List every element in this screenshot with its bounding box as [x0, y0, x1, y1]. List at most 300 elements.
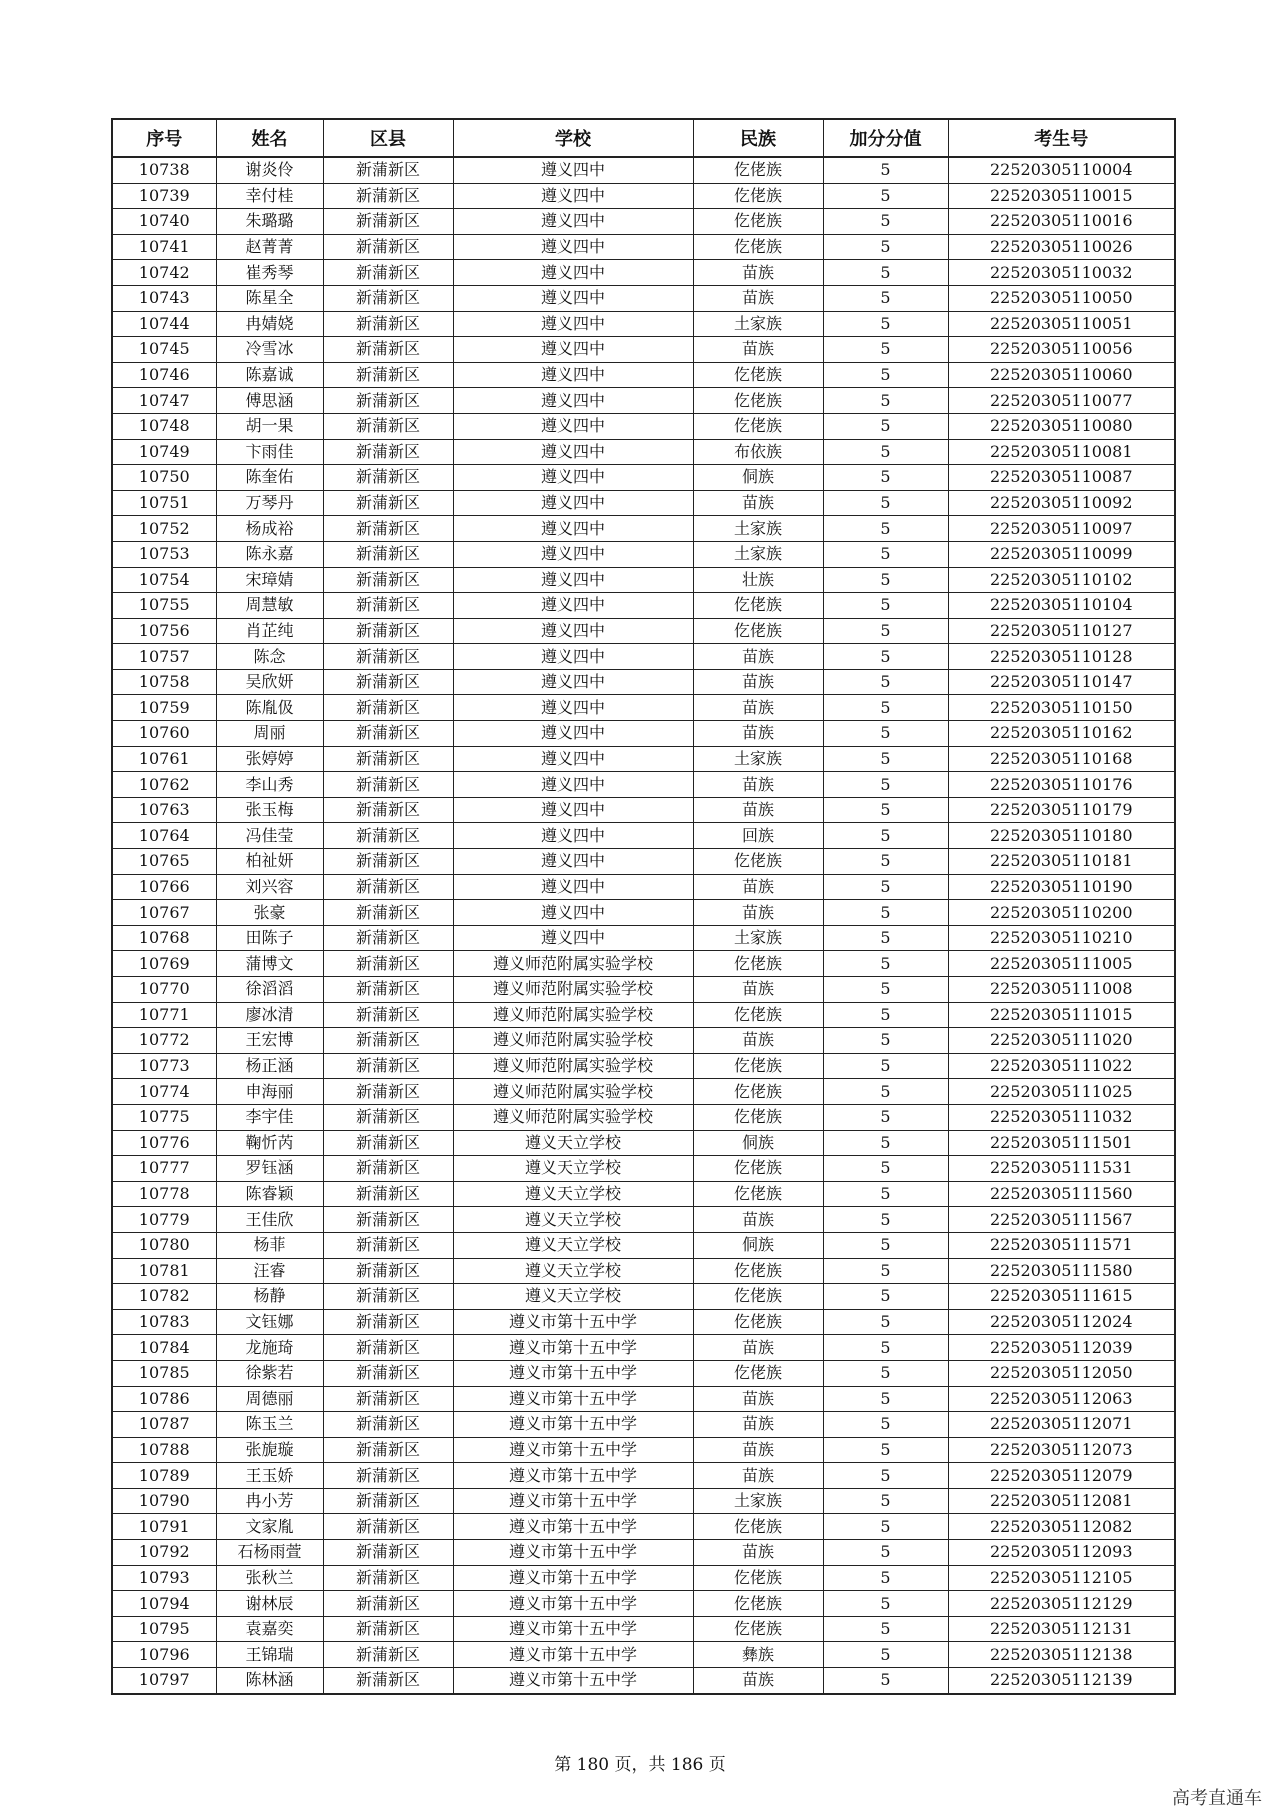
- cell-seq: 10795: [112, 1616, 216, 1642]
- cell-seq: 10752: [112, 516, 216, 542]
- cell-name: 张秋兰: [216, 1565, 323, 1591]
- cell-school: 遵义四中: [453, 593, 693, 619]
- cell-exam-id: 22520305112131: [948, 1616, 1175, 1642]
- table-row: [112, 1668, 1175, 1694]
- cell-seq: 10782: [112, 1284, 216, 1310]
- cell-bonus: 5: [823, 1514, 948, 1540]
- cell-bonus: 5: [823, 721, 948, 747]
- cell-exam-id: 22520305110099: [948, 541, 1175, 567]
- cell-ethnicity: 侗族: [693, 465, 823, 491]
- cell-exam-id: 22520305110015: [948, 183, 1175, 209]
- cell-name: 王玉娇: [216, 1463, 323, 1489]
- cell-school: 遵义师范附属实验学校: [453, 977, 693, 1003]
- cell-bonus: 5: [823, 157, 948, 183]
- cell-name: 田陈子: [216, 925, 323, 951]
- cell-seq: 10747: [112, 388, 216, 414]
- cell-school: 遵义四中: [453, 797, 693, 823]
- cell-school: 遵义四中: [453, 644, 693, 670]
- cell-ethnicity: 壮族: [693, 567, 823, 593]
- table-row: [112, 362, 1175, 388]
- cell-exam-id: 22520305110087: [948, 465, 1175, 491]
- cell-school: 遵义四中: [453, 721, 693, 747]
- cell-bonus: 5: [823, 1156, 948, 1182]
- cell-school: 遵义天立学校: [453, 1181, 693, 1207]
- cell-name: 陈玉兰: [216, 1412, 323, 1438]
- cell-exam-id: 22520305110147: [948, 669, 1175, 695]
- cell-school: 遵义四中: [453, 849, 693, 875]
- cell-seq: 10761: [112, 746, 216, 772]
- table-row: [112, 772, 1175, 798]
- cell-ethnicity: 苗族: [693, 1668, 823, 1694]
- cell-seq: 10740: [112, 209, 216, 235]
- cell-school: 遵义市第十五中学: [453, 1463, 693, 1489]
- cell-ethnicity: 仡佬族: [693, 388, 823, 414]
- cell-district: 新蒲新区: [323, 695, 453, 721]
- cell-district: 新蒲新区: [323, 1156, 453, 1182]
- cell-exam-id: 22520305112063: [948, 1386, 1175, 1412]
- cell-exam-id: 22520305112105: [948, 1565, 1175, 1591]
- cell-school: 遵义市第十五中学: [453, 1642, 693, 1668]
- cell-seq: 10744: [112, 311, 216, 337]
- cell-name: 周慧敏: [216, 593, 323, 619]
- cell-exam-id: 22520305112073: [948, 1437, 1175, 1463]
- cell-district: 新蒲新区: [323, 1565, 453, 1591]
- cell-ethnicity: 苗族: [693, 772, 823, 798]
- cell-school: 遵义四中: [453, 746, 693, 772]
- cell-bonus: 5: [823, 1028, 948, 1054]
- cell-exam-id: 22520305110056: [948, 337, 1175, 363]
- table-row: [112, 593, 1175, 619]
- cell-school: 遵义师范附属实验学校: [453, 951, 693, 977]
- cell-name: 吴欣妍: [216, 669, 323, 695]
- cell-name: 李宇佳: [216, 1104, 323, 1130]
- table-row: [112, 669, 1175, 695]
- cell-district: 新蒲新区: [323, 1181, 453, 1207]
- cell-name: 谢林辰: [216, 1591, 323, 1617]
- cell-seq: 10760: [112, 721, 216, 747]
- cell-district: 新蒲新区: [323, 1463, 453, 1489]
- cell-school: 遵义市第十五中学: [453, 1309, 693, 1335]
- table-row: [112, 183, 1175, 209]
- cell-bonus: 5: [823, 413, 948, 439]
- table-row: [112, 644, 1175, 670]
- cell-seq: 10780: [112, 1232, 216, 1258]
- cell-name: 冉婧娆: [216, 311, 323, 337]
- cell-ethnicity: 土家族: [693, 516, 823, 542]
- cell-district: 新蒲新区: [323, 1540, 453, 1566]
- cell-ethnicity: 仡佬族: [693, 951, 823, 977]
- cell-school: 遵义四中: [453, 516, 693, 542]
- cell-seq: 10757: [112, 644, 216, 670]
- cell-exam-id: 22520305111022: [948, 1053, 1175, 1079]
- cell-name: 崔秀琴: [216, 260, 323, 286]
- cell-bonus: 5: [823, 977, 948, 1003]
- cell-ethnicity: 苗族: [693, 1386, 823, 1412]
- cell-seq: 10778: [112, 1181, 216, 1207]
- cell-district: 新蒲新区: [323, 1002, 453, 1028]
- cell-ethnicity: 苗族: [693, 1463, 823, 1489]
- cell-ethnicity: 仡佬族: [693, 1156, 823, 1182]
- cell-school: 遵义市第十五中学: [453, 1386, 693, 1412]
- cell-school: 遵义市第十五中学: [453, 1360, 693, 1386]
- cell-name: 石杨雨萱: [216, 1540, 323, 1566]
- cell-name: 万琴丹: [216, 490, 323, 516]
- cell-district: 新蒲新区: [323, 1053, 453, 1079]
- cell-bonus: 5: [823, 183, 948, 209]
- col-header-ethnicity: 民族: [693, 119, 823, 157]
- cell-district: 新蒲新区: [323, 849, 453, 875]
- table-row: [112, 388, 1175, 414]
- cell-school: 遵义四中: [453, 567, 693, 593]
- cell-name: 陈星全: [216, 285, 323, 311]
- cell-ethnicity: 仡佬族: [693, 362, 823, 388]
- cell-district: 新蒲新区: [323, 541, 453, 567]
- roster-table: [111, 118, 1176, 1695]
- cell-name: 袁嘉奕: [216, 1616, 323, 1642]
- cell-ethnicity: 苗族: [693, 260, 823, 286]
- table-row: [112, 1488, 1175, 1514]
- cell-district: 新蒲新区: [323, 490, 453, 516]
- cell-seq: 10774: [112, 1079, 216, 1105]
- table-row: [112, 413, 1175, 439]
- cell-school: 遵义四中: [453, 669, 693, 695]
- cell-name: 蒲博文: [216, 951, 323, 977]
- cell-exam-id: 22520305112039: [948, 1335, 1175, 1361]
- cell-exam-id: 22520305110102: [948, 567, 1175, 593]
- cell-seq: 10789: [112, 1463, 216, 1489]
- cell-ethnicity: 苗族: [693, 797, 823, 823]
- table-row: [112, 1207, 1175, 1233]
- cell-ethnicity: 仡佬族: [693, 1181, 823, 1207]
- cell-name: 罗钰涵: [216, 1156, 323, 1182]
- cell-district: 新蒲新区: [323, 593, 453, 619]
- cell-exam-id: 22520305111005: [948, 951, 1175, 977]
- cell-school: 遵义师范附属实验学校: [453, 1053, 693, 1079]
- cell-bonus: 5: [823, 490, 948, 516]
- cell-district: 新蒲新区: [323, 746, 453, 772]
- cell-bonus: 5: [823, 1104, 948, 1130]
- header-row: [112, 119, 1175, 157]
- table-row: [112, 1181, 1175, 1207]
- table-row: [112, 1463, 1175, 1489]
- cell-name: 王宏博: [216, 1028, 323, 1054]
- cell-name: 廖冰清: [216, 1002, 323, 1028]
- table-row: [112, 1386, 1175, 1412]
- cell-name: 李山秀: [216, 772, 323, 798]
- cell-school: 遵义四中: [453, 234, 693, 260]
- table-row: [112, 1335, 1175, 1361]
- cell-school: 遵义四中: [453, 337, 693, 363]
- cell-district: 新蒲新区: [323, 209, 453, 235]
- cell-ethnicity: 仡佬族: [693, 157, 823, 183]
- cell-bonus: 5: [823, 516, 948, 542]
- cell-district: 新蒲新区: [323, 465, 453, 491]
- roster-body: [112, 157, 1175, 1694]
- cell-seq: 10796: [112, 1642, 216, 1668]
- cell-name: 张婷婷: [216, 746, 323, 772]
- cell-exam-id: 22520305111032: [948, 1104, 1175, 1130]
- cell-seq: 10784: [112, 1335, 216, 1361]
- cell-ethnicity: 仡佬族: [693, 1258, 823, 1284]
- cell-name: 汪睿: [216, 1258, 323, 1284]
- cell-exam-id: 22520305112024: [948, 1309, 1175, 1335]
- cell-ethnicity: 苗族: [693, 695, 823, 721]
- cell-bonus: 5: [823, 1565, 948, 1591]
- cell-ethnicity: 苗族: [693, 669, 823, 695]
- cell-school: 遵义四中: [453, 618, 693, 644]
- cell-ethnicity: 土家族: [693, 311, 823, 337]
- cell-ethnicity: 仡佬族: [693, 618, 823, 644]
- cell-name: 周德丽: [216, 1386, 323, 1412]
- cell-school: 遵义四中: [453, 823, 693, 849]
- cell-district: 新蒲新区: [323, 669, 453, 695]
- cell-school: 遵义四中: [453, 900, 693, 926]
- table-row: [112, 1028, 1175, 1054]
- cell-school: 遵义四中: [453, 695, 693, 721]
- cell-bonus: 5: [823, 823, 948, 849]
- cell-school: 遵义四中: [453, 490, 693, 516]
- cell-exam-id: 22520305110081: [948, 439, 1175, 465]
- cell-bonus: 5: [823, 1386, 948, 1412]
- cell-district: 新蒲新区: [323, 388, 453, 414]
- cell-district: 新蒲新区: [323, 1028, 453, 1054]
- cell-school: 遵义天立学校: [453, 1156, 693, 1182]
- table-row: [112, 618, 1175, 644]
- cell-district: 新蒲新区: [323, 925, 453, 951]
- cell-exam-id: 22520305111560: [948, 1181, 1175, 1207]
- table-row: [112, 285, 1175, 311]
- cell-seq: 10772: [112, 1028, 216, 1054]
- cell-seq: 10785: [112, 1360, 216, 1386]
- cell-school: 遵义天立学校: [453, 1232, 693, 1258]
- cell-seq: 10759: [112, 695, 216, 721]
- cell-ethnicity: 苗族: [693, 721, 823, 747]
- cell-ethnicity: 苗族: [693, 1028, 823, 1054]
- cell-bonus: 5: [823, 1284, 948, 1310]
- cell-school: 遵义市第十五中学: [453, 1488, 693, 1514]
- table-row: [112, 721, 1175, 747]
- cell-seq: 10739: [112, 183, 216, 209]
- cell-school: 遵义天立学校: [453, 1207, 693, 1233]
- cell-ethnicity: 苗族: [693, 337, 823, 363]
- cell-district: 新蒲新区: [323, 823, 453, 849]
- cell-exam-id: 22520305110060: [948, 362, 1175, 388]
- cell-seq: 10777: [112, 1156, 216, 1182]
- cell-ethnicity: 土家族: [693, 541, 823, 567]
- cell-name: 朱璐璐: [216, 209, 323, 235]
- cell-exam-id: 22520305112079: [948, 1463, 1175, 1489]
- cell-ethnicity: 土家族: [693, 925, 823, 951]
- cell-seq: 10770: [112, 977, 216, 1003]
- cell-name: 申海丽: [216, 1079, 323, 1105]
- cell-seq: 10769: [112, 951, 216, 977]
- cell-school: 遵义市第十五中学: [453, 1335, 693, 1361]
- cell-name: 陈奎佑: [216, 465, 323, 491]
- cell-district: 新蒲新区: [323, 1258, 453, 1284]
- cell-bonus: 5: [823, 1463, 948, 1489]
- cell-name: 谢炎伶: [216, 157, 323, 183]
- cell-district: 新蒲新区: [323, 1335, 453, 1361]
- table-row: [112, 516, 1175, 542]
- cell-seq: 10745: [112, 337, 216, 363]
- cell-exam-id: 22520305112129: [948, 1591, 1175, 1617]
- cell-name: 柏祉妍: [216, 849, 323, 875]
- cell-seq: 10743: [112, 285, 216, 311]
- cell-exam-id: 22520305110016: [948, 209, 1175, 235]
- cell-ethnicity: 仡佬族: [693, 849, 823, 875]
- watermark-text: 高考直通车: [1172, 1788, 1262, 1809]
- cell-name: 杨菲: [216, 1232, 323, 1258]
- table-row: [112, 1412, 1175, 1438]
- cell-exam-id: 22520305112093: [948, 1540, 1175, 1566]
- cell-bonus: 5: [823, 772, 948, 798]
- cell-exam-id: 22520305112071: [948, 1412, 1175, 1438]
- col-header-seq: 序号: [112, 119, 216, 157]
- cell-bonus: 5: [823, 1232, 948, 1258]
- table-row: [112, 1079, 1175, 1105]
- cell-school: 遵义四中: [453, 388, 693, 414]
- table-row: [112, 797, 1175, 823]
- cell-exam-id: 22520305110181: [948, 849, 1175, 875]
- cell-exam-id: 22520305110176: [948, 772, 1175, 798]
- cell-district: 新蒲新区: [323, 337, 453, 363]
- table-row: [112, 1360, 1175, 1386]
- cell-bonus: 5: [823, 1616, 948, 1642]
- table-row: [112, 900, 1175, 926]
- cell-name: 张豪: [216, 900, 323, 926]
- cell-ethnicity: 苗族: [693, 874, 823, 900]
- cell-ethnicity: 侗族: [693, 1232, 823, 1258]
- cell-district: 新蒲新区: [323, 439, 453, 465]
- cell-bonus: 5: [823, 465, 948, 491]
- col-header-district: 区县: [323, 119, 453, 157]
- table-row: [112, 465, 1175, 491]
- cell-name: 文钰娜: [216, 1309, 323, 1335]
- cell-bonus: 5: [823, 1540, 948, 1566]
- cell-exam-id: 22520305110162: [948, 721, 1175, 747]
- cell-name: 赵菁菁: [216, 234, 323, 260]
- cell-ethnicity: 苗族: [693, 1335, 823, 1361]
- cell-school: 遵义市第十五中学: [453, 1540, 693, 1566]
- table-row: [112, 695, 1175, 721]
- cell-school: 遵义师范附属实验学校: [453, 1104, 693, 1130]
- cell-exam-id: 22520305110210: [948, 925, 1175, 951]
- cell-school: 遵义师范附属实验学校: [453, 1079, 693, 1105]
- cell-name: 陈睿颖: [216, 1181, 323, 1207]
- table-row: [112, 1616, 1175, 1642]
- cell-seq: 10758: [112, 669, 216, 695]
- cell-bonus: 5: [823, 1335, 948, 1361]
- cell-school: 遵义天立学校: [453, 1130, 693, 1156]
- cell-school: 遵义市第十五中学: [453, 1668, 693, 1694]
- cell-district: 新蒲新区: [323, 721, 453, 747]
- cell-exam-id: 22520305110190: [948, 874, 1175, 900]
- cell-bonus: 5: [823, 1130, 948, 1156]
- cell-name: 傅思涵: [216, 388, 323, 414]
- cell-seq: 10771: [112, 1002, 216, 1028]
- cell-exam-id: 22520305110032: [948, 260, 1175, 286]
- cell-exam-id: 22520305111571: [948, 1232, 1175, 1258]
- cell-school: 遵义四中: [453, 183, 693, 209]
- cell-bonus: 5: [823, 1642, 948, 1668]
- cell-ethnicity: 仡佬族: [693, 1309, 823, 1335]
- cell-district: 新蒲新区: [323, 157, 453, 183]
- cell-name: 陈念: [216, 644, 323, 670]
- table-row: [112, 311, 1175, 337]
- cell-ethnicity: 苗族: [693, 977, 823, 1003]
- cell-school: 遵义市第十五中学: [453, 1412, 693, 1438]
- cell-seq: 10755: [112, 593, 216, 619]
- cell-district: 新蒲新区: [323, 260, 453, 286]
- table-row: [112, 1642, 1175, 1668]
- cell-bonus: 5: [823, 925, 948, 951]
- cell-exam-id: 22520305110200: [948, 900, 1175, 926]
- cell-district: 新蒲新区: [323, 1104, 453, 1130]
- table-row: [112, 439, 1175, 465]
- cell-bonus: 5: [823, 567, 948, 593]
- cell-school: 遵义天立学校: [453, 1284, 693, 1310]
- cell-bonus: 5: [823, 311, 948, 337]
- cell-school: 遵义四中: [453, 157, 693, 183]
- cell-ethnicity: 仡佬族: [693, 1616, 823, 1642]
- table-row: [112, 1437, 1175, 1463]
- page-number: 第 180 页，共 186 页: [554, 1755, 726, 1775]
- table-row: [112, 977, 1175, 1003]
- cell-school: 遵义四中: [453, 413, 693, 439]
- cell-bonus: 5: [823, 1258, 948, 1284]
- cell-seq: 10766: [112, 874, 216, 900]
- cell-bonus: 5: [823, 797, 948, 823]
- cell-ethnicity: 土家族: [693, 746, 823, 772]
- table-row: [112, 541, 1175, 567]
- cell-school: 遵义师范附属实验学校: [453, 1002, 693, 1028]
- table-row: [112, 746, 1175, 772]
- cell-seq: 10797: [112, 1668, 216, 1694]
- cell-seq: 10749: [112, 439, 216, 465]
- table-row: [112, 337, 1175, 363]
- cell-school: 遵义市第十五中学: [453, 1565, 693, 1591]
- table-row: [112, 1591, 1175, 1617]
- cell-ethnicity: 苗族: [693, 490, 823, 516]
- cell-exam-id: 22520305111501: [948, 1130, 1175, 1156]
- cell-district: 新蒲新区: [323, 285, 453, 311]
- cell-name: 宋璋婧: [216, 567, 323, 593]
- cell-ethnicity: 侗族: [693, 1130, 823, 1156]
- cell-bonus: 5: [823, 1002, 948, 1028]
- cell-district: 新蒲新区: [323, 1386, 453, 1412]
- cell-name: 张玉梅: [216, 797, 323, 823]
- cell-bonus: 5: [823, 1668, 948, 1694]
- cell-school: 遵义市第十五中学: [453, 1514, 693, 1540]
- col-header-bonus: 加分分值: [823, 119, 948, 157]
- cell-name: 鞠忻芮: [216, 1130, 323, 1156]
- cell-seq: 10764: [112, 823, 216, 849]
- table-row: [112, 1540, 1175, 1566]
- cell-exam-id: 22520305110092: [948, 490, 1175, 516]
- cell-school: 遵义四中: [453, 439, 693, 465]
- cell-bonus: 5: [823, 1488, 948, 1514]
- table-row: [112, 1309, 1175, 1335]
- table-row: [112, 1258, 1175, 1284]
- cell-district: 新蒲新区: [323, 311, 453, 337]
- cell-exam-id: 22520305110180: [948, 823, 1175, 849]
- cell-district: 新蒲新区: [323, 1232, 453, 1258]
- cell-name: 冉小芳: [216, 1488, 323, 1514]
- cell-ethnicity: 布依族: [693, 439, 823, 465]
- cell-exam-id: 22520305112081: [948, 1488, 1175, 1514]
- cell-exam-id: 22520305110168: [948, 746, 1175, 772]
- cell-ethnicity: 苗族: [693, 1437, 823, 1463]
